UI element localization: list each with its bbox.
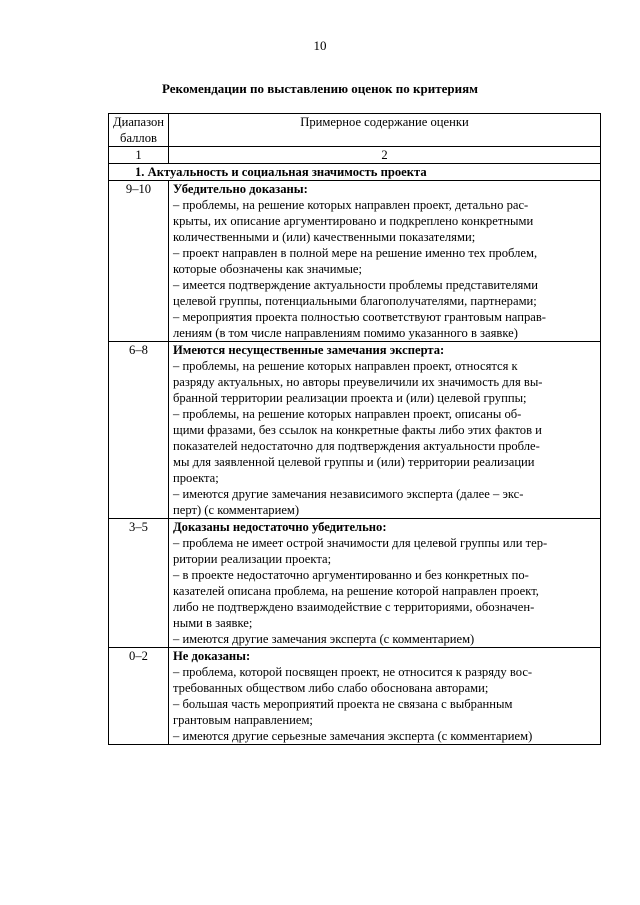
header-score-line-2: баллов: [120, 131, 157, 145]
assessment-line: – проблемы, на решение которых направлен проект, описаны об-: [173, 407, 522, 421]
score-range: 6–8: [109, 342, 169, 519]
table-row: [109, 342, 601, 519]
assessment-line: – проект направлен в полной мере на решение именно тех проблем,: [173, 246, 538, 260]
score-range: 3–5: [109, 519, 169, 648]
assessment-line: казателей описана проблема, на решение которой направлен проект,: [173, 584, 539, 598]
assessment-line: – проблемы, на решение которых направлен проект, относятся к: [173, 359, 518, 373]
assessment-heading: Убедительно доказаны:: [173, 182, 308, 196]
assessment-line: проекта;: [173, 471, 219, 485]
assessment-line: – большая часть мероприятий проекта не связана с выбранным: [173, 697, 513, 711]
table-row: [109, 648, 601, 745]
assessment-line: лениям (в том числе направлениям помимо указанного в заявке): [173, 326, 518, 340]
score-range: 0–2: [109, 648, 169, 745]
assessment-line: количественными и (или) качественными показателями;: [173, 230, 476, 244]
assessment-line: – мероприятия проекта полностью соответствуют грантовым направ-: [173, 310, 546, 324]
assessment-line: крыты, их описание аргументировано и подкреплено конкретными: [173, 214, 534, 228]
assessment-line: щими фразами, без ссылок на конкретные факты либо этих фактов и: [173, 423, 542, 437]
section-title: 1. Актуальность и социальная значимость проекта: [109, 164, 601, 181]
assessment-line: – имеются другие замечания независимого эксперта (далее – экс-: [173, 487, 524, 501]
assessment-line: либо не подтверждено взаимодействие с территориями, обозначен-: [173, 600, 535, 614]
assessment-line: – в проекте недостаточно аргументированно и без конкретных по-: [173, 568, 529, 582]
assessment-line: – имеется подтверждение актуальности проблемы представителями: [173, 278, 539, 292]
page-number: 10: [313, 38, 327, 53]
assessment-line: перт) (с комментарием): [173, 503, 300, 517]
assessment-heading: Не доказаны:: [173, 649, 251, 663]
assessment-line: – проблемы, на решение которых направлен проект, детально рас-: [173, 198, 529, 212]
criteria-table: [108, 113, 601, 745]
column-number-2: 2: [169, 147, 601, 164]
section-row: [109, 164, 601, 181]
header-score-line-1: Диапазон: [112, 115, 165, 129]
table-row: [109, 519, 601, 648]
assessment-line: которые обозначены как значимые;: [173, 262, 362, 276]
assessment-line: – имеются другие серьезные замечания эксперта (с комментарием): [173, 729, 533, 743]
score-range: 9–10: [109, 181, 169, 342]
assessment-line: – имеются другие замечания эксперта (с комментарием): [173, 632, 475, 646]
header-score-range: [109, 114, 169, 147]
column-number-row: [109, 147, 601, 164]
assessment-content: [169, 342, 601, 519]
assessment-line: ными в заявке;: [173, 616, 253, 630]
table-row: [109, 181, 601, 342]
assessment-line: ритории реализации проекта;: [173, 552, 332, 566]
document-title: Рекомендации по выставлению оценок по критериям: [161, 81, 479, 96]
assessment-line: – проблема не имеет острой значимости для целевой группы или тер-: [173, 536, 548, 550]
assessment-heading: Доказаны недостаточно убедительно:: [173, 520, 387, 534]
assessment-line: бранной территории реализации проекта и (или) целевой группы;: [173, 391, 527, 405]
assessment-content: [169, 519, 601, 648]
assessment-content: [169, 648, 601, 745]
assessment-heading: Имеются несущественные замечания эксперта:: [173, 343, 445, 357]
assessment-line: – проблема, которой посвящен проект, не относится к разряду вос-: [173, 665, 533, 679]
assessment-line: требованных обществом либо слабо обоснована авторами;: [173, 681, 489, 695]
assessment-line: показателей недостаточно для подтверждения актуальности пробле-: [173, 439, 540, 453]
assessment-line: мы для заявленной целевой группы и (или) территории реализации: [173, 455, 535, 469]
header-content: Примерное содержание оценки: [169, 114, 601, 147]
assessment-content: [169, 181, 601, 342]
column-number-1: 1: [109, 147, 169, 164]
assessment-line: грантовым направлением;: [173, 713, 313, 727]
assessment-line: целевой группы, потенциальными благополучателями, партнерами;: [173, 294, 537, 308]
table-header-row: [109, 114, 601, 147]
assessment-line: разряду актуальных, но авторы преувеличили их значимость для вы-: [173, 375, 543, 389]
